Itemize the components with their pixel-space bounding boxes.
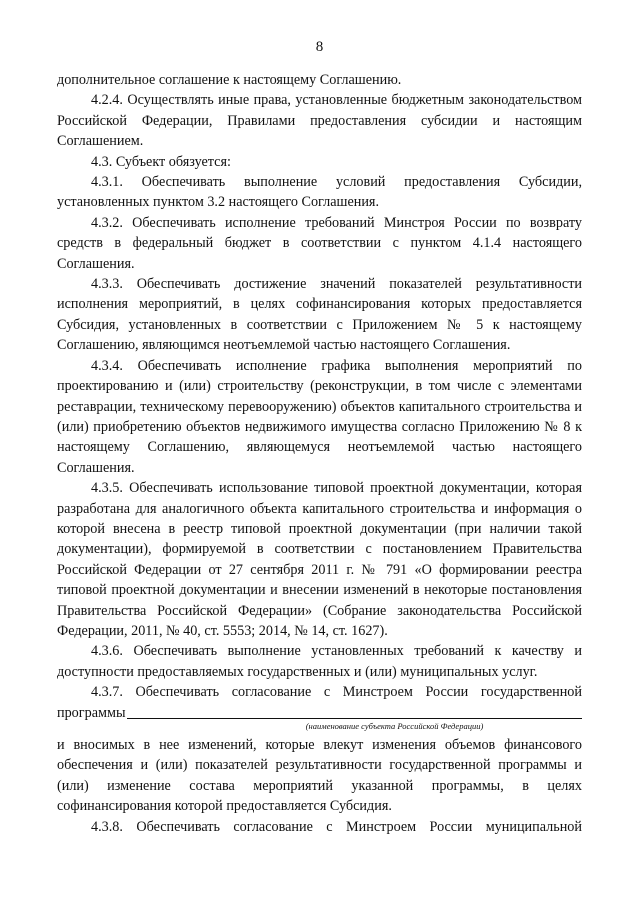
paragraph: 4.3.5. Обеспечивать использование типовой проектной документации, которая разработана для аналогичного объекта капитального строительства и информация о которой внесена в реестр типовой проектной документации (при наличии такой документации), формируемой в соответствии с постановлением Правительства Российской Федерации от 27 сентября 2011 г. № 791 «О формировании реестра типовой проектной документации и внесении изменений в некоторые постановления Правительства Российской Федерации» (Собрание законодательства Российской Федерации, 2011, № 40, ст. 5553; 2014, № 14, ст. 1627). — [57, 480, 582, 639]
paragraph: 4.3.6. Обеспечивать выполнение установленных требований к качеству и доступности предоставляемых государственных и (или) муниципальных услуг. — [57, 643, 582, 680]
blank-field-label: программы — [57, 704, 126, 721]
blank-field-underline — [127, 704, 582, 719]
document-body — [57, 70, 582, 837]
page-number: 8 — [315, 39, 324, 55]
paragraph: 4.3.7. Обеспечивать согласование с Минстроем России государственной — [91, 684, 582, 701]
paragraph: 4.3.1. Обеспечивать выполнение условий предоставления Субсидии, установленных пунктом 3.2 настоящего Соглашения. — [57, 174, 582, 211]
paragraph: 4.3. Субъект обязуется: — [91, 153, 231, 170]
paragraph: дополнительное соглашение к настоящему Соглашению. — [57, 72, 402, 88]
paragraph: 4.3.4. Обеспечивать исполнение графика выполнения мероприятий по проектированию и (или) строительству (реконструкции, в том числе с элементами реставрации, техническому перевооружению) объектов капитального строительства и (или) приобретению объектов недвижимого имущества согласно Приложению № 8 к настоящему Соглашению, являющемуся неотъемлемой частью настоящего Соглашения. — [57, 357, 582, 476]
blank-field-caption: (наименование субъекта Российской Федерации) — [305, 721, 484, 731]
blank-field — [57, 703, 582, 732]
paragraph: 4.3.8. Обеспечивать согласование с Минстроем России муниципальной — [91, 818, 582, 835]
paragraph: и вносимых в нее изменений, которые влекут изменения объемов финансового обеспечения и (или) показателей результативности государственной программы и (или) изменение состава мероприятий указанной программы, в целях софинансирования которой предоставляется Субсидия. — [57, 737, 582, 815]
paragraph: 4.3.3. Обеспечивать достижение значений показателей результативности исполнения мероприятий, в целях софинансирования которых предоставляется Субсидия, установленных в соответствии с Приложением № 5 к настоящему Соглашению, являющимся неотъемлемой частью настоящего Соглашения. — [57, 276, 582, 354]
paragraph: 4.2.4. Осуществлять иные права, установленные бюджетным законодательством Российской Федерации, Правилами предоставления субсидии и настоящим Соглашением. — [57, 92, 582, 150]
paragraph: 4.3.2. Обеспечивать исполнение требований Минстроя России по возврату средств в федеральный бюджет в соответствии с пунктом 4.1.4 настоящего Соглашения. — [57, 214, 582, 272]
